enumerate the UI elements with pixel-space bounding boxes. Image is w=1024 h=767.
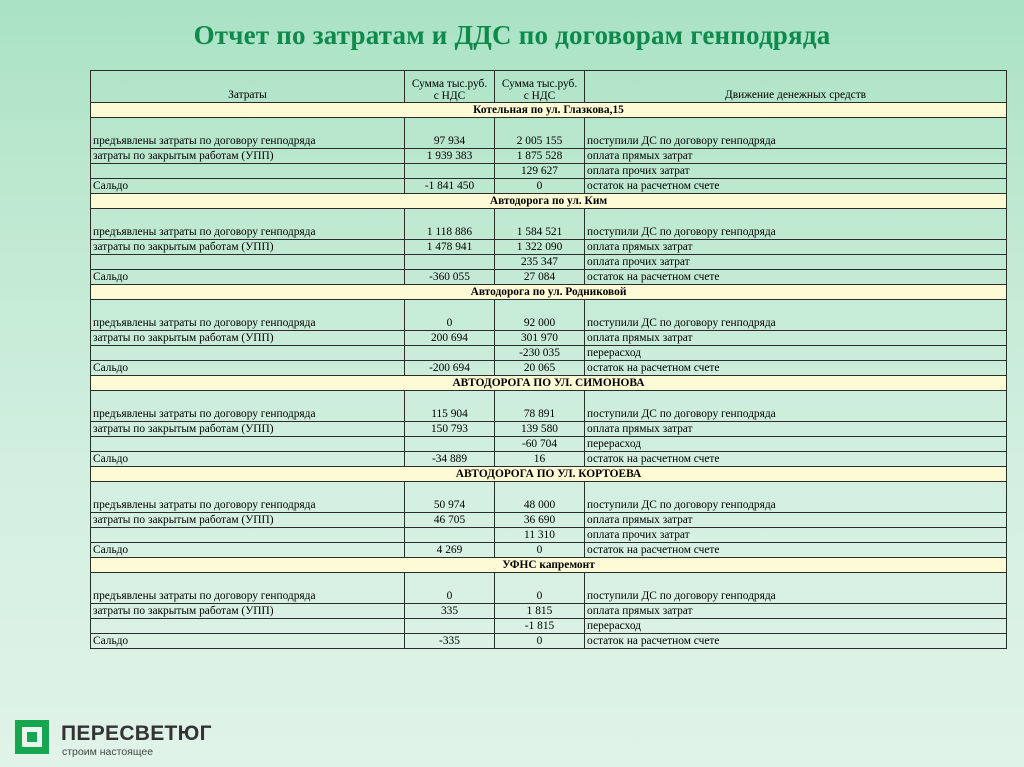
cashflow-label: оплата прочих затрат <box>585 255 1007 270</box>
empty-cell <box>91 346 405 361</box>
cost-label: затраты по закрытым работам (УПП) <box>91 149 405 164</box>
section-header-row <box>91 376 1007 391</box>
table-row <box>91 391 1007 422</box>
page-title: Отчет по затратам и ДДС по договорам генподряда <box>193 20 831 50</box>
presented-value: 97 934 <box>405 118 495 149</box>
cashflow-label: остаток на расчетном счете <box>585 452 1007 467</box>
cost-label: предъявлены затраты по договору генподряда <box>91 482 405 513</box>
section-title: АВТОДОРОГА ПО УЛ. СИМОНОВА <box>91 376 1007 391</box>
balance-value: 0 <box>495 543 585 558</box>
cashflow-label: остаток на расчетном счете <box>585 270 1007 285</box>
received-value: 2 005 155 <box>495 118 585 149</box>
saldo-label: Сальдо <box>91 543 405 558</box>
saldo-label: Сальдо <box>91 179 405 194</box>
table-row <box>91 179 1007 194</box>
header-sum-1: Сумма тыс.руб. с НДС <box>405 71 495 103</box>
third-value: 11 310 <box>495 528 585 543</box>
direct-value: 1 815 <box>495 604 585 619</box>
section-header-row <box>91 285 1007 300</box>
cashflow-label: остаток на расчетном счете <box>585 361 1007 376</box>
table-row <box>91 604 1007 619</box>
saldo-value: -200 694 <box>405 361 495 376</box>
balance-value: 27 084 <box>495 270 585 285</box>
closed-value: 335 <box>405 604 495 619</box>
saldo-label: Сальдо <box>91 270 405 285</box>
cashflow-label: оплата прямых затрат <box>585 513 1007 528</box>
saldo-value: -34 889 <box>405 452 495 467</box>
company-logo <box>15 715 255 760</box>
third-value: -230 035 <box>495 346 585 361</box>
section-header-row <box>91 558 1007 573</box>
cashflow-label: остаток на расчетном счете <box>585 543 1007 558</box>
received-value: 92 000 <box>495 300 585 331</box>
table-row <box>91 149 1007 164</box>
cashflow-label: оплата прямых затрат <box>585 149 1007 164</box>
direct-value: 1 875 528 <box>495 149 585 164</box>
cashflow-label: поступили ДС по договору генподряда <box>585 573 1007 604</box>
cashflow-label: поступили ДС по договору генподряда <box>585 482 1007 513</box>
cost-label: затраты по закрытым работам (УПП) <box>91 422 405 437</box>
table-row <box>91 331 1007 346</box>
table-row <box>91 270 1007 285</box>
empty-cell <box>405 619 495 634</box>
saldo-label: Сальдо <box>91 452 405 467</box>
third-value: 129 627 <box>495 164 585 179</box>
direct-value: 36 690 <box>495 513 585 528</box>
presented-value: 1 118 886 <box>405 209 495 240</box>
received-value: 0 <box>495 573 585 604</box>
table-row <box>91 118 1007 149</box>
cashflow-label: поступили ДС по договору генподряда <box>585 118 1007 149</box>
cashflow-label: оплата прямых затрат <box>585 331 1007 346</box>
table-header-row <box>91 71 1007 103</box>
empty-cell <box>91 255 405 270</box>
section-title: Автодорога по ул. Родниковой <box>91 285 1007 300</box>
table-row <box>91 346 1007 361</box>
empty-cell <box>91 619 405 634</box>
table-row <box>91 300 1007 331</box>
logo-name: ПЕРЕСВЕТЮГ <box>61 722 212 745</box>
table-row <box>91 164 1007 179</box>
empty-cell <box>91 437 405 452</box>
cost-label: предъявлены затраты по договору генподряда <box>91 209 405 240</box>
empty-cell <box>91 528 405 543</box>
cost-label: предъявлены затраты по договору генподряда <box>91 118 405 149</box>
cashflow-label: оплата прочих затрат <box>585 164 1007 179</box>
table-row <box>91 573 1007 604</box>
saldo-value: 4 269 <box>405 543 495 558</box>
cost-label: затраты по закрытым работам (УПП) <box>91 331 405 346</box>
cashflow-label: оплата прочих затрат <box>585 528 1007 543</box>
saldo-label: Сальдо <box>91 634 405 649</box>
table-row <box>91 619 1007 634</box>
cashflow-label: остаток на расчетном счете <box>585 179 1007 194</box>
cashflow-label: поступили ДС по договору генподряда <box>585 391 1007 422</box>
saldo-label: Сальдо <box>91 361 405 376</box>
cost-label: предъявлены затраты по договору генподряда <box>91 573 405 604</box>
section-header-row <box>91 194 1007 209</box>
empty-cell <box>405 528 495 543</box>
closed-value: 1 478 941 <box>405 240 495 255</box>
closed-value: 1 939 383 <box>405 149 495 164</box>
table-row <box>91 437 1007 452</box>
direct-value: 139 580 <box>495 422 585 437</box>
presented-value: 0 <box>405 300 495 331</box>
empty-cell <box>405 437 495 452</box>
balance-value: 0 <box>495 634 585 649</box>
saldo-value: -360 055 <box>405 270 495 285</box>
table-row <box>91 422 1007 437</box>
section-title: Автодорога по ул. Ким <box>91 194 1007 209</box>
table-row <box>91 255 1007 270</box>
logo-square-icon <box>15 720 49 754</box>
cashflow-label: перерасход <box>585 437 1007 452</box>
direct-value: 301 970 <box>495 331 585 346</box>
third-value: 235 347 <box>495 255 585 270</box>
table-row <box>91 361 1007 376</box>
cost-label: затраты по закрытым работам (УПП) <box>91 604 405 619</box>
empty-cell <box>405 346 495 361</box>
empty-cell <box>405 255 495 270</box>
cost-label: затраты по закрытым работам (УПП) <box>91 513 405 528</box>
section-header-row <box>91 103 1007 118</box>
received-value: 78 891 <box>495 391 585 422</box>
table-row <box>91 452 1007 467</box>
empty-cell <box>405 164 495 179</box>
closed-value: 150 793 <box>405 422 495 437</box>
header-costs: Затраты <box>91 71 405 103</box>
report-table <box>90 70 1007 649</box>
cashflow-label: остаток на расчетном счете <box>585 634 1007 649</box>
table-row <box>91 634 1007 649</box>
cashflow-label: перерасход <box>585 619 1007 634</box>
table-row <box>91 209 1007 240</box>
saldo-value: -1 841 450 <box>405 179 495 194</box>
section-header-row <box>91 467 1007 482</box>
cashflow-label: оплата прямых затрат <box>585 240 1007 255</box>
cashflow-label: поступили ДС по договору генподряда <box>585 300 1007 331</box>
cashflow-label: перерасход <box>585 346 1007 361</box>
balance-value: 20 065 <box>495 361 585 376</box>
section-title: УФНС капремонт <box>91 558 1007 573</box>
header-cashflow: Движение денежных средств <box>585 71 1007 103</box>
presented-value: 50 974 <box>405 482 495 513</box>
table-row <box>91 482 1007 513</box>
saldo-value: -335 <box>405 634 495 649</box>
balance-value: 16 <box>495 452 585 467</box>
balance-value: 0 <box>495 179 585 194</box>
presented-value: 115 904 <box>405 391 495 422</box>
logo-tagline: строим настоящее <box>62 746 154 758</box>
received-value: 48 000 <box>495 482 585 513</box>
closed-value: 200 694 <box>405 331 495 346</box>
section-title: Котельная по ул. Глазкова,15 <box>91 103 1007 118</box>
section-title: АВТОДОРОГА ПО УЛ. КОРТОЕВА <box>91 467 1007 482</box>
cashflow-label: оплата прямых затрат <box>585 422 1007 437</box>
third-value: -60 704 <box>495 437 585 452</box>
table-row <box>91 240 1007 255</box>
table-row <box>91 528 1007 543</box>
third-value: -1 815 <box>495 619 585 634</box>
header-sum-2: Сумма тыс.руб. с НДС <box>495 71 585 103</box>
empty-cell <box>91 164 405 179</box>
cost-label: предъявлены затраты по договору генподряда <box>91 300 405 331</box>
direct-value: 1 322 090 <box>495 240 585 255</box>
cost-label: предъявлены затраты по договору генподряда <box>91 391 405 422</box>
cashflow-label: оплата прямых затрат <box>585 604 1007 619</box>
closed-value: 46 705 <box>405 513 495 528</box>
table-row <box>91 543 1007 558</box>
cost-label: затраты по закрытым работам (УПП) <box>91 240 405 255</box>
received-value: 1 584 521 <box>495 209 585 240</box>
cashflow-label: поступили ДС по договору генподряда <box>585 209 1007 240</box>
table-row <box>91 513 1007 528</box>
presented-value: 0 <box>405 573 495 604</box>
